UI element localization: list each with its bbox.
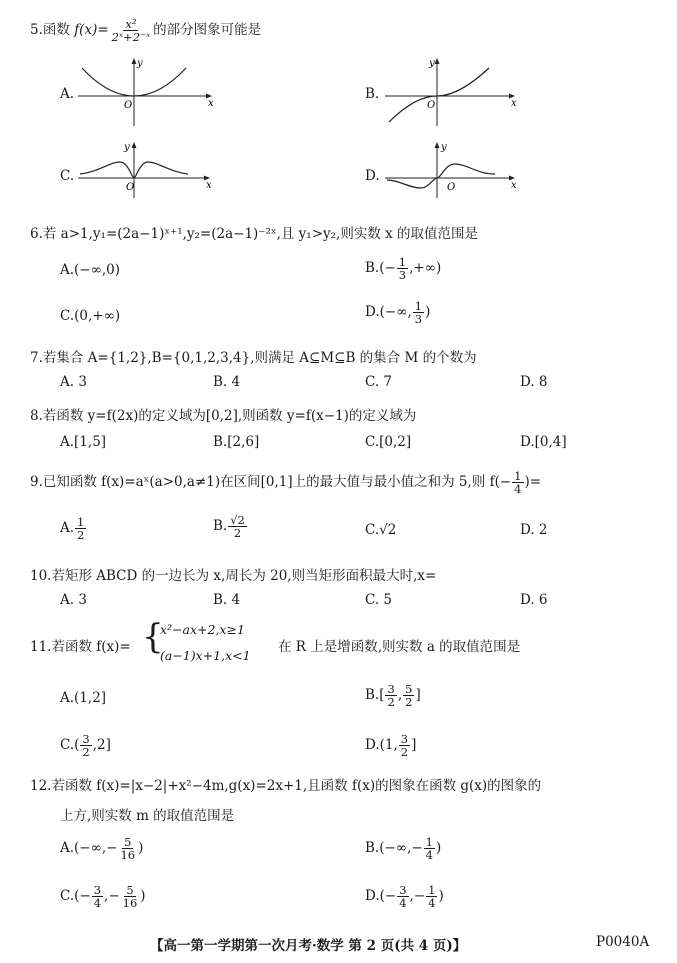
q5-option-c-label: C.: [60, 168, 75, 184]
q5-graph-a: [78, 56, 218, 128]
q5-graph-d: [385, 140, 525, 200]
q11-b-n1: 3: [387, 682, 395, 696]
y-label: y: [429, 58, 435, 69]
q6-option-c: C.(0,+∞): [60, 308, 121, 324]
q12-c-frac1: [92, 884, 103, 909]
q12-d-mid: ,−: [409, 888, 426, 905]
q12-d-frac1: [397, 884, 408, 909]
q11-case2: (a−1)x+1,x<1: [160, 648, 251, 663]
q7-stem: 7.若集合 A={1,2},B={0,1,2,3,4},则满足 A⊆M⊆B 的集合 M 的个数为: [30, 350, 477, 366]
q12-a-pre: A.(−∞,−: [60, 840, 118, 857]
q12-a-num: 5: [124, 835, 132, 849]
q9-option-d: D. 2: [520, 522, 548, 538]
q11-c-post: ,2]: [92, 737, 111, 754]
q5-graph-b: [385, 56, 525, 128]
q11-b-pre: B.[: [365, 687, 385, 704]
q12-b-den: 4: [425, 848, 433, 863]
q9-option-a: [60, 516, 87, 541]
curve-b: [389, 68, 489, 122]
q11-c-frac: [80, 733, 91, 758]
q12-d-frac2: [426, 884, 437, 909]
q5-func: f(x)=: [74, 22, 109, 39]
origin-label: O: [447, 182, 456, 193]
paper-code: P0040A: [596, 934, 650, 950]
q11-c-den: 2: [82, 745, 90, 760]
q11-b-frac1: [385, 683, 396, 708]
q12-d-n2: 1: [428, 883, 436, 897]
q7-option-d: D. 8: [520, 374, 548, 390]
q11-b-d1: 2: [387, 695, 395, 710]
q6-text: 若 a>1,y₁=(2a−1)ˣ⁺¹,y₂=(2a−1)⁻²ˣ,且 y₁>y₂,则实数 x 的取值范围是: [42, 226, 479, 242]
q12-stem-line2: 上方,则实数 m 的取值范围是: [60, 808, 235, 824]
q10-option-a: A. 3: [60, 592, 87, 608]
q12-d-pre: D.(−: [365, 888, 397, 905]
q6-d-num: 1: [414, 299, 423, 313]
origin-label: O: [427, 100, 436, 111]
q11-b-frac2: [403, 683, 414, 708]
y-arrow-icon: [132, 142, 137, 148]
q6-number: 6.: [30, 226, 43, 242]
y-arrow-icon: [435, 142, 440, 148]
q12-option-c: [60, 884, 146, 909]
q11-post: 在 R 上是增函数,则实数 a 的取值范围是: [278, 639, 521, 655]
x-label: x: [511, 180, 517, 191]
q9-b-frac: [228, 514, 247, 539]
q7-option-b: B. 4: [213, 374, 241, 390]
q7-option-a: A. 3: [60, 374, 87, 390]
q10-option-d: D. 6: [520, 592, 548, 608]
q12-d-n1: 3: [399, 883, 407, 897]
q6-option-d: [365, 300, 430, 325]
q11-option-c: [60, 733, 111, 758]
q6-d-post: ): [425, 304, 431, 321]
q5-number: 5.: [30, 22, 43, 39]
y-label: y: [137, 58, 143, 69]
q11-d-frac: [399, 733, 410, 758]
q6-d-den: 3: [414, 312, 423, 327]
q9-frac-den: 4: [514, 482, 522, 497]
q5-option-d-label: D.: [365, 168, 380, 184]
q5-graph-c: [78, 140, 218, 200]
q12-option-a: [60, 836, 143, 861]
q5-suffix: 的部分图象可能是: [153, 22, 262, 39]
q6-option-a: A.(−∞,0): [60, 262, 121, 278]
q12-d-post: ): [438, 888, 444, 905]
q7-option-c: C. 7: [365, 374, 393, 390]
q9-stem: [30, 470, 541, 495]
q5-option-b-label: B.: [365, 86, 380, 102]
q5-option-a-label: A.: [60, 86, 75, 102]
q12-c-pre: C.(−: [60, 888, 91, 905]
q12-a-post: ): [138, 840, 144, 857]
q11-brace: {: [142, 617, 164, 657]
q9-frac: [512, 470, 523, 495]
q11-d-num: 3: [400, 732, 409, 746]
q5-frac-den: 2ˣ+2⁻ˣ: [111, 30, 151, 45]
q6-b-post: ,+∞): [409, 260, 442, 277]
q9-option-c: C.√2: [365, 522, 397, 538]
q11-option-a: A.(1,2]: [60, 690, 107, 706]
q12-c-n2: 5: [126, 883, 134, 897]
q11-pre: 11.若函数 f(x)=: [30, 639, 131, 655]
q11-b-d2: 2: [405, 695, 413, 710]
y-label: y: [441, 142, 447, 153]
q6-b-den: 3: [398, 268, 407, 283]
q11-b-post: ]: [415, 687, 421, 704]
q12-option-d: [365, 884, 444, 909]
q11-d-post: ]: [411, 737, 417, 754]
q8-option-c: C.[0,2]: [365, 434, 412, 450]
q9-b-label: B.: [213, 518, 228, 535]
q12-c-mid: ,−: [104, 888, 120, 905]
q12-b-post: ): [435, 840, 442, 857]
q9-b-num: √2: [230, 513, 245, 527]
q12-c-frac2: [121, 884, 140, 909]
q12-a-den: 16: [120, 848, 136, 863]
q10-option-c: C. 5: [365, 592, 393, 608]
y-label: y: [124, 142, 130, 153]
q9-a-frac: [75, 516, 86, 541]
q12-option-b: [365, 836, 441, 861]
origin-label: O: [124, 100, 133, 111]
q10-stem: 10.若矩形 ABCD 的一边长为 x,周长为 20,则当矩形面积最大时,x=: [30, 568, 437, 584]
q6-b-frac: [397, 256, 408, 281]
y-arrow-icon: [435, 58, 440, 64]
q8-option-d: D.[0,4]: [520, 434, 567, 450]
q8-option-a: A.[1,5]: [60, 434, 107, 450]
q10-option-b: B. 4: [213, 592, 241, 608]
q5-stem: [30, 18, 261, 43]
q11-option-b: [365, 683, 421, 708]
q6-option-b: [365, 256, 441, 281]
q5-prefix: 函数: [42, 22, 70, 39]
q5-fraction: [110, 18, 153, 43]
q6-stem: [30, 222, 478, 242]
q11-b-mid: ,: [397, 687, 403, 704]
q12-a-frac: [118, 836, 137, 861]
q12-c-n1: 3: [93, 883, 102, 897]
q5-frac-num: x²: [125, 17, 137, 31]
q11-c-num: 3: [82, 732, 90, 746]
q11-d-den: 2: [400, 745, 409, 760]
x-label: x: [206, 180, 212, 191]
q12-stem-line1: 12.若函数 f(x)=|x−2|+x²−4m,g(x)=2x+1,且函数 f(x)的图象在函数 g(x)的图象的: [30, 778, 542, 794]
q6-d-frac: [413, 300, 424, 325]
q12-c-d1: 4: [93, 896, 102, 911]
page-footer: 【高一第一学期第一次月考·数学 第 2 页(共 4 页)】: [150, 938, 467, 954]
y-arrow-icon: [132, 58, 137, 64]
q12-d-d1: 4: [399, 896, 407, 911]
q12-b-num: 1: [425, 835, 433, 849]
q12-d-d2: 4: [428, 896, 436, 911]
q9-option-b: [213, 514, 248, 539]
q11-option-d: [365, 733, 416, 758]
q6-b-num: 1: [398, 255, 407, 269]
q6-d-pre: D.(−∞,: [365, 304, 412, 321]
q9-text-pre: 9.已知函数 f(x)=aˣ(a>0,a≠1)在区间[0,1]上的最大值与最小值之和为 5,则 f(−: [30, 474, 512, 491]
q9-a-label: A.: [60, 520, 75, 537]
q9-frac-num: 1: [514, 469, 522, 483]
q6-b-pre: B.(−: [365, 260, 396, 277]
origin-label: O: [126, 182, 135, 193]
x-label: x: [208, 98, 214, 109]
x-label: x: [511, 98, 517, 109]
q11-b-n2: 5: [405, 682, 413, 696]
q11-case1: x²−ax+2,x≥1: [160, 622, 245, 637]
q12-c-post: ): [140, 888, 146, 905]
q8-option-b: B.[2,6]: [213, 434, 260, 450]
q9-a-num: 1: [77, 515, 85, 529]
q8-stem: 8.若函数 y=f(2x)的定义域为[0,2],则函数 y=f(x−1)的定义域为: [30, 408, 417, 424]
q9-b-den: 2: [233, 526, 242, 541]
q12-b-pre: B.(−∞,−: [365, 840, 423, 857]
q12-c-d2: 16: [122, 896, 138, 911]
q11-d-pre: D.(1,: [365, 737, 398, 754]
q12-b-frac: [424, 836, 435, 861]
q11-c-pre: C.(: [60, 737, 80, 754]
q9-a-den: 2: [77, 528, 85, 543]
q9-text-post: )=: [524, 474, 542, 491]
curve-d: [387, 164, 495, 188]
